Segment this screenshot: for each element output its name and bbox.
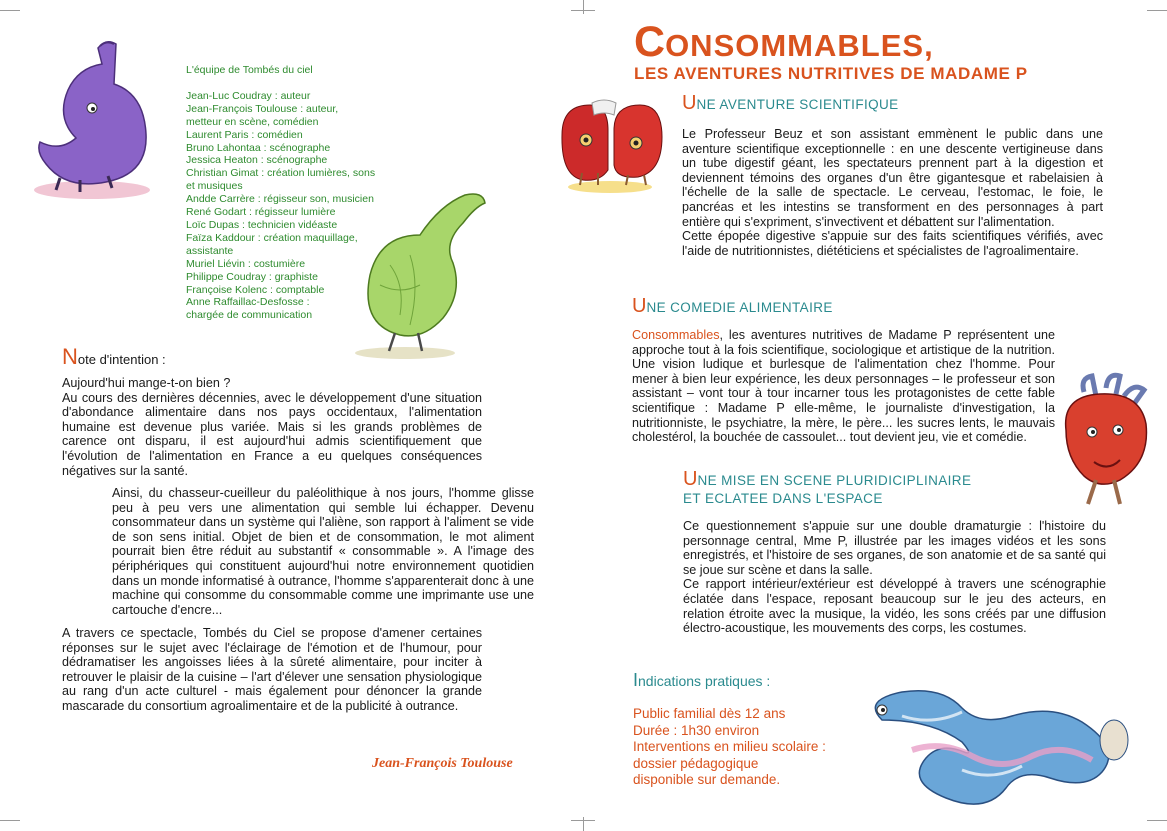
main-subtitle: LES AVENTURES NUTRITIVES DE MADAME P bbox=[634, 64, 1028, 83]
intention-question: Aujourd'hui mange-t-on bien ? bbox=[62, 376, 231, 390]
team-member-name: Jessica Heaton bbox=[186, 154, 258, 167]
team-member bbox=[186, 90, 386, 103]
section1-title: NE AVENTURE SCIENTIFIQUE bbox=[696, 97, 899, 112]
team-member-name: Philippe Coudray bbox=[186, 270, 266, 283]
team-member-role: : bbox=[303, 296, 310, 309]
section2-body bbox=[632, 328, 1055, 445]
team-member-role: : auteur, bbox=[297, 102, 339, 115]
team-member bbox=[186, 284, 386, 297]
fold-mark bbox=[583, 0, 584, 14]
team-member-role: assistante bbox=[186, 244, 234, 257]
team-member-name: Jean-Luc Coudray bbox=[186, 89, 272, 102]
team-member bbox=[186, 258, 386, 271]
team-member-role: : auteur bbox=[271, 89, 311, 102]
team-member bbox=[186, 309, 386, 322]
section1-body bbox=[682, 127, 1103, 258]
intention-title-cap: N bbox=[62, 344, 78, 369]
practical-line: Durée : 1h30 environ bbox=[633, 722, 760, 738]
intestine-illustration bbox=[852, 680, 1142, 805]
team-member bbox=[186, 129, 386, 142]
team-member-role: : régisseur son, musicien bbox=[254, 193, 374, 206]
main-title bbox=[634, 18, 934, 67]
team-member bbox=[186, 116, 386, 129]
section3-body bbox=[683, 519, 1106, 636]
intention-body bbox=[62, 376, 482, 478]
intention-title-rest: ote d'intention : bbox=[77, 352, 166, 367]
team-member-name: Andde Carrère bbox=[186, 193, 255, 206]
crop-mark bbox=[1147, 10, 1167, 11]
team-member-role: : technicien vidéaste bbox=[239, 218, 338, 231]
team-member-name: Bruno Lahontaa bbox=[186, 141, 261, 154]
team-member-role: : comédien bbox=[248, 128, 303, 141]
section1-cap: U bbox=[682, 92, 697, 114]
team-member-role: : scénographe bbox=[257, 154, 328, 167]
section1-heading bbox=[682, 92, 899, 115]
intention-quote: Ainsi, du chasseur-cueilleur du paléolithique à nos jours, l'homme glisse peu à peu vers une alimentation qui semble lui échapper. Devenu consommateur dans un système qui l'aliène, son rapport à l'aliment se vide de son sens initial. Objet de bien et de consommation, le mot aliment pourrait bien être réduit au substantif « consommable ». A l'image des périphériques qui constituent aujourd'hui notre environnement quotidien dans un monde informatisé à outrance, l'homme s'apparenterait donc à une machine qui consomme du consommable comme une imprimante use une cartouche d'encre... bbox=[112, 486, 534, 617]
crop-mark bbox=[571, 820, 595, 821]
section3-para-1: Ce questionnement s'appuie sur une double dramaturgie : l'histoire du personnage central, Mme P, illustrée par les images vidéos et les sons enregistrés, et l'histoire de ses organes, de son anatomie et de sa santé qui se joue sur scène et dans la salle. bbox=[683, 519, 1106, 577]
team-member bbox=[186, 206, 386, 219]
practical-cap: I bbox=[633, 670, 639, 690]
team-member-role: : costumière bbox=[244, 257, 306, 270]
crop-mark bbox=[0, 10, 20, 11]
team-member-role: : régisseur lumière bbox=[246, 206, 336, 219]
team-member bbox=[186, 296, 386, 309]
stomach-illustration bbox=[20, 28, 170, 208]
section3-heading bbox=[683, 470, 971, 508]
section2-heading bbox=[632, 295, 833, 318]
intention-para-1: Au cours des dernières décennies, avec le développement d'une situation d'abondance alimentaire dans nos pays occidentaux, l'alimentation humaine est devenue plus variée. Mais si les grands problèmes de carence ont disparu, il est aujourd'hui admis scientifiquement que l'évolution de l'alimentation en France a eu quelques conséquences négatives sur la santé. bbox=[62, 390, 482, 478]
signature: Jean-François Toulouse bbox=[372, 756, 513, 771]
team-member-role: chargée de communication bbox=[186, 309, 313, 322]
practical-line: Public familial dès 12 ans bbox=[633, 706, 786, 721]
section2-cap: U bbox=[632, 295, 647, 317]
intention-para-2: A travers ce spectacle, Tombés du Ciel se propose d'amener certaines réponses sur le sujet avec l'éclairage de l'émotion et de l'humour, pour dédramatiser les angoisses liées à la sûreté alimentaire, pour inciter à retrouver le plaisir de la cuisine – l'art d'élever une sensation physiologique au rang d'un acte culturel - mais également pour dénoncer la grande mascarade du consortium agroalimentaire et de la publicité à outrance. bbox=[62, 626, 482, 713]
heart-illustration bbox=[1056, 370, 1156, 510]
practical-line: dossier pédagogique bbox=[633, 755, 759, 771]
team-member-name: René Godart bbox=[186, 206, 247, 219]
section3-title: NE MISE EN SCENE PLURIDICIPLINAIRE bbox=[697, 473, 972, 488]
practical-title: ndications pratiques : bbox=[638, 673, 771, 689]
team-member-role: metteur en scène, comédien bbox=[186, 115, 319, 128]
practical-line: Interventions en milieu scolaire : bbox=[633, 739, 826, 754]
section2-para: , les aventures nutritives de Madame P représentent une approche tout à la fois scientifique, sociologique et artistique de la nutrition. Une vision ludique et burlesque de l'alimentation chez l'homme. Pour mener à bien leur expérience, les deux personnages – le professeur et son assistant – vont tour à tour incarner tous les protagonistes de cette fable scientifique : Madame P elle-même, le journaliste d'investigation, la nutritionniste, le psychiatre, la mère, le père... les sucres lents, le mauvais cholestérol, la bouchée de cassoulet... tout devient jeu, vie et comédie. bbox=[632, 328, 1055, 445]
main-title-rest: ONSOMMABLES, bbox=[665, 28, 934, 63]
team-member bbox=[186, 219, 386, 232]
team-member-name: Christian Gimat bbox=[186, 167, 259, 180]
intention-title bbox=[62, 344, 166, 370]
team-member bbox=[186, 154, 386, 167]
team-member-role: : comptable bbox=[267, 283, 325, 296]
team-member-name: Loïc Dupas bbox=[186, 218, 240, 231]
team-member bbox=[186, 232, 386, 245]
team-member-name: Françoise Kolenc bbox=[186, 283, 268, 296]
section1-para-2: Cette épopée digestive s'appuie sur des faits scientifiques vérifiés, avec l'aide de nutritionnistes, diététiciens et spécialistes de l'agroalimentaire. bbox=[682, 229, 1103, 258]
crop-mark bbox=[0, 820, 20, 821]
red-lungs-illustration bbox=[552, 95, 670, 195]
team-member-name: Jean-François Toulouse bbox=[186, 102, 298, 115]
crop-mark bbox=[1147, 820, 1167, 821]
team-heading: L'équipe de Tombés du ciel bbox=[186, 64, 313, 76]
section3-para-2: Ce rapport intérieur/extérieur est développé à travers une scénographie éclatée dans l'espace, reposant beaucoup sur le jeu des acteurs, en relation étroite avec la musique, la vidéo, les sons créés par une diffusion électro-acoustique, les mouvements des corps, les costumes. bbox=[683, 577, 1106, 636]
team-member-name: Muriel Liévin bbox=[186, 257, 245, 270]
team-member bbox=[186, 193, 386, 206]
section3-title-line2: ET ECLATEE DANS L'ESPACE bbox=[683, 491, 883, 506]
team-member bbox=[186, 167, 386, 193]
team-member bbox=[186, 245, 386, 258]
team-member bbox=[186, 142, 386, 155]
team-member-name: Anne Raffaillac-Desfosse bbox=[186, 296, 304, 309]
team-credits bbox=[186, 64, 386, 322]
section1-para-1: Le Professeur Beuz et son assistant emmènent le public dans une aventure scientifique exceptionnelle : en une descente vertigineuse dans un tube digestif géant, les spectateurs prennent part à la digestion et deviennent témoins des organes d'un être gigantesque et rabelaisien à l'échelle de la salle de spectacle. Le cerveau, l'estomac, le foie, le pancréas et les intestins se transforment en des personnages à part entière qui s'expriment, s'invectivent et débattent sur l'alimentation. bbox=[682, 127, 1103, 229]
crop-mark bbox=[571, 10, 595, 11]
team-member bbox=[186, 103, 386, 116]
team-list bbox=[186, 90, 386, 322]
team-member-role: : création maquillage, bbox=[254, 231, 358, 244]
team-member bbox=[186, 271, 386, 284]
main-title-cap: C bbox=[634, 18, 666, 66]
practical-line: disponible sur demande. bbox=[633, 772, 781, 787]
team-member-name: Laurent Paris bbox=[186, 128, 249, 141]
practical-info bbox=[633, 706, 826, 789]
section3-cap: U bbox=[683, 468, 698, 490]
team-member-role: : scénographe bbox=[260, 141, 331, 154]
team-member-role: : graphiste bbox=[265, 270, 318, 283]
section2-title: NE COMEDIE ALIMENTAIRE bbox=[646, 300, 833, 315]
team-member-name: Faïza Kaddour bbox=[186, 231, 255, 244]
practical-heading bbox=[633, 670, 770, 691]
team-member-role: : création lumières, sons et musiques bbox=[186, 167, 376, 193]
section2-lead: Consommables bbox=[632, 328, 720, 342]
